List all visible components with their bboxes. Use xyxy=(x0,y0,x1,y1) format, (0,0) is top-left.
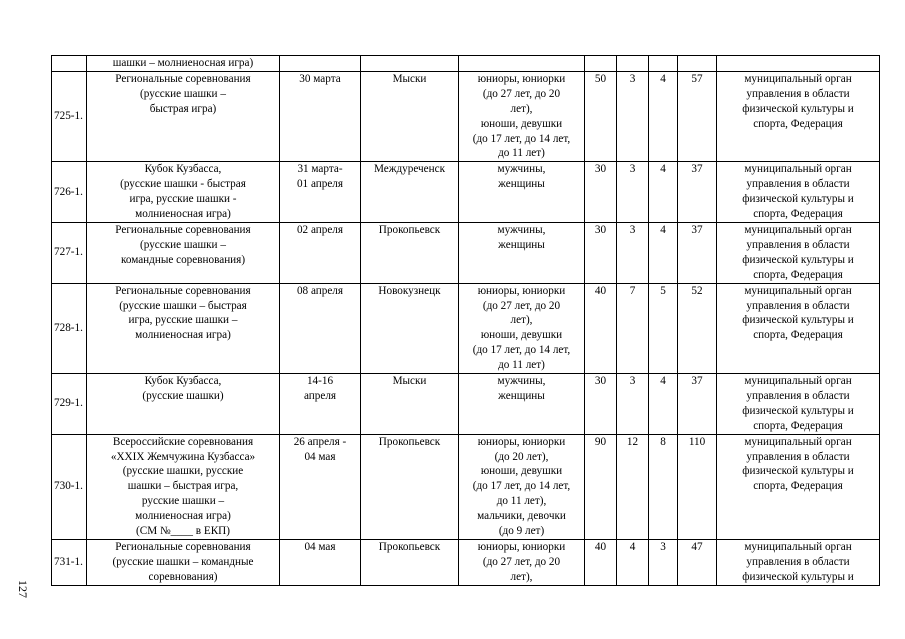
event-name-cell: Всероссийские соревнования «XXIX Жемчужина Кузбасса» (русские шашки, русские шашки – быстрая игра, русские шашки – молниеносная игра) (СМ №____ в ЕКП) xyxy=(87,434,280,539)
count-coaches-cell: 12 xyxy=(617,434,649,539)
participants-cell: мужчины, женщины xyxy=(459,374,585,435)
count-judges-cell: 4 xyxy=(649,162,678,223)
count-judges-cell: 4 xyxy=(649,71,678,161)
page-number: 127 xyxy=(16,580,30,598)
count-total-cell xyxy=(678,56,717,72)
count-athletes-cell: 90 xyxy=(585,434,617,539)
event-date-cell: 14-16 апреля xyxy=(280,374,361,435)
event-place-cell: Мыски xyxy=(361,71,459,161)
count-judges-cell: 4 xyxy=(649,222,678,283)
participants-cell: юниоры, юниорки (до 20 лет), юноши, девушки (до 17 лет, до 14 лет, до 11 лет), мальчики, девочки (до 9 лет) xyxy=(459,434,585,539)
table-row xyxy=(52,56,880,72)
table-row xyxy=(52,540,880,586)
event-date-cell: 02 апреля xyxy=(280,222,361,283)
event-place-cell: Прокопьевск xyxy=(361,540,459,586)
organizer-cell: муниципальный орган управления в области физической культуры и спорта, Федерация xyxy=(717,434,880,539)
participants-cell: юниоры, юниорки (до 27 лет, до 20 лет), юноши, девушки (до 17 лет, до 14 лет, до 11 лет) xyxy=(459,71,585,161)
count-judges-cell: 5 xyxy=(649,283,678,373)
event-name-cell: Региональные соревнования (русские шашки – быстрая игра) xyxy=(87,71,280,161)
count-judges-cell: 4 xyxy=(649,374,678,435)
event-place-cell xyxy=(361,56,459,72)
event-date-cell: 26 апреля - 04 мая xyxy=(280,434,361,539)
count-athletes-cell: 40 xyxy=(585,283,617,373)
event-place-cell: Новокузнецк xyxy=(361,283,459,373)
count-coaches-cell xyxy=(617,56,649,72)
count-coaches-cell: 4 xyxy=(617,540,649,586)
count-total-cell: 57 xyxy=(678,71,717,161)
count-athletes-cell xyxy=(585,56,617,72)
organizer-cell xyxy=(717,56,880,72)
organizer-cell: муниципальный орган управления в области физической культуры и спорта, Федерация xyxy=(717,71,880,161)
table-row xyxy=(52,374,880,435)
participants-cell: юниоры, юниорки (до 27 лет, до 20 лет), юноши, девушки (до 17 лет, до 14 лет, до 11 лет) xyxy=(459,283,585,373)
event-name-cell: Региональные соревнования (русские шашки – командные соревнования) xyxy=(87,540,280,586)
table-row xyxy=(52,434,880,539)
organizer-cell: муниципальный орган управления в области физической культуры и спорта, Федерация xyxy=(717,283,880,373)
participants-cell: юниоры, юниорки (до 27 лет, до 20 лет), xyxy=(459,540,585,586)
organizer-cell: муниципальный орган управления в области физической культуры и спорта, Федерация xyxy=(717,162,880,223)
row-number-cell: 729-1. xyxy=(52,374,87,435)
count-coaches-cell: 7 xyxy=(617,283,649,373)
count-total-cell: 37 xyxy=(678,374,717,435)
count-athletes-cell: 30 xyxy=(585,374,617,435)
count-judges-cell: 8 xyxy=(649,434,678,539)
count-total-cell: 52 xyxy=(678,283,717,373)
count-coaches-cell: 3 xyxy=(617,222,649,283)
count-coaches-cell: 3 xyxy=(617,71,649,161)
event-date-cell xyxy=(280,56,361,72)
participants-cell: мужчины, женщины xyxy=(459,162,585,223)
count-coaches-cell: 3 xyxy=(617,374,649,435)
organizer-cell: муниципальный орган управления в области физической культуры и xyxy=(717,540,880,586)
participants-cell xyxy=(459,56,585,72)
event-place-cell: Прокопьевск xyxy=(361,434,459,539)
participants-cell: мужчины, женщины xyxy=(459,222,585,283)
row-number-cell: 727-1. xyxy=(52,222,87,283)
event-name-cell: Кубок Кузбасса, (русские шашки) xyxy=(87,374,280,435)
count-judges-cell xyxy=(649,56,678,72)
table-row xyxy=(52,162,880,223)
event-place-cell: Междуреченск xyxy=(361,162,459,223)
row-number-cell: 731-1. xyxy=(52,540,87,586)
event-date-cell: 30 марта xyxy=(280,71,361,161)
organizer-cell: муниципальный орган управления в области физической культуры и спорта, Федерация xyxy=(717,222,880,283)
table-row xyxy=(52,222,880,283)
count-athletes-cell: 40 xyxy=(585,540,617,586)
row-number-cell: 725-1. xyxy=(52,71,87,161)
count-judges-cell: 3 xyxy=(649,540,678,586)
count-athletes-cell: 50 xyxy=(585,71,617,161)
row-number-cell xyxy=(52,56,87,72)
event-date-cell: 08 апреля xyxy=(280,283,361,373)
count-total-cell: 110 xyxy=(678,434,717,539)
count-athletes-cell: 30 xyxy=(585,222,617,283)
event-name-cell: Региональные соревнования (русские шашки – быстрая игра, русские шашки – молниеносная игра) xyxy=(87,283,280,373)
table-row xyxy=(52,283,880,373)
count-athletes-cell: 30 xyxy=(585,162,617,223)
event-name-cell: Региональные соревнования (русские шашки – командные соревнования) xyxy=(87,222,280,283)
table-row xyxy=(52,71,880,161)
event-date-cell: 31 марта- 01 апреля xyxy=(280,162,361,223)
row-number-cell: 730-1. xyxy=(52,434,87,539)
events-table xyxy=(51,55,880,586)
organizer-cell: муниципальный орган управления в области физической культуры и спорта, Федерация xyxy=(717,374,880,435)
count-coaches-cell: 3 xyxy=(617,162,649,223)
event-name-cell: шашки – молниеносная игра) xyxy=(87,56,280,72)
row-number-cell: 728-1. xyxy=(52,283,87,373)
event-place-cell: Прокопьевск xyxy=(361,222,459,283)
event-date-cell: 04 мая xyxy=(280,540,361,586)
event-name-cell: Кубок Кузбасса, (русские шашки - быстрая игра, русские шашки - молниеносная игра) xyxy=(87,162,280,223)
count-total-cell: 37 xyxy=(678,162,717,223)
count-total-cell: 37 xyxy=(678,222,717,283)
count-total-cell: 47 xyxy=(678,540,717,586)
row-number-cell: 726-1. xyxy=(52,162,87,223)
event-place-cell: Мыски xyxy=(361,374,459,435)
